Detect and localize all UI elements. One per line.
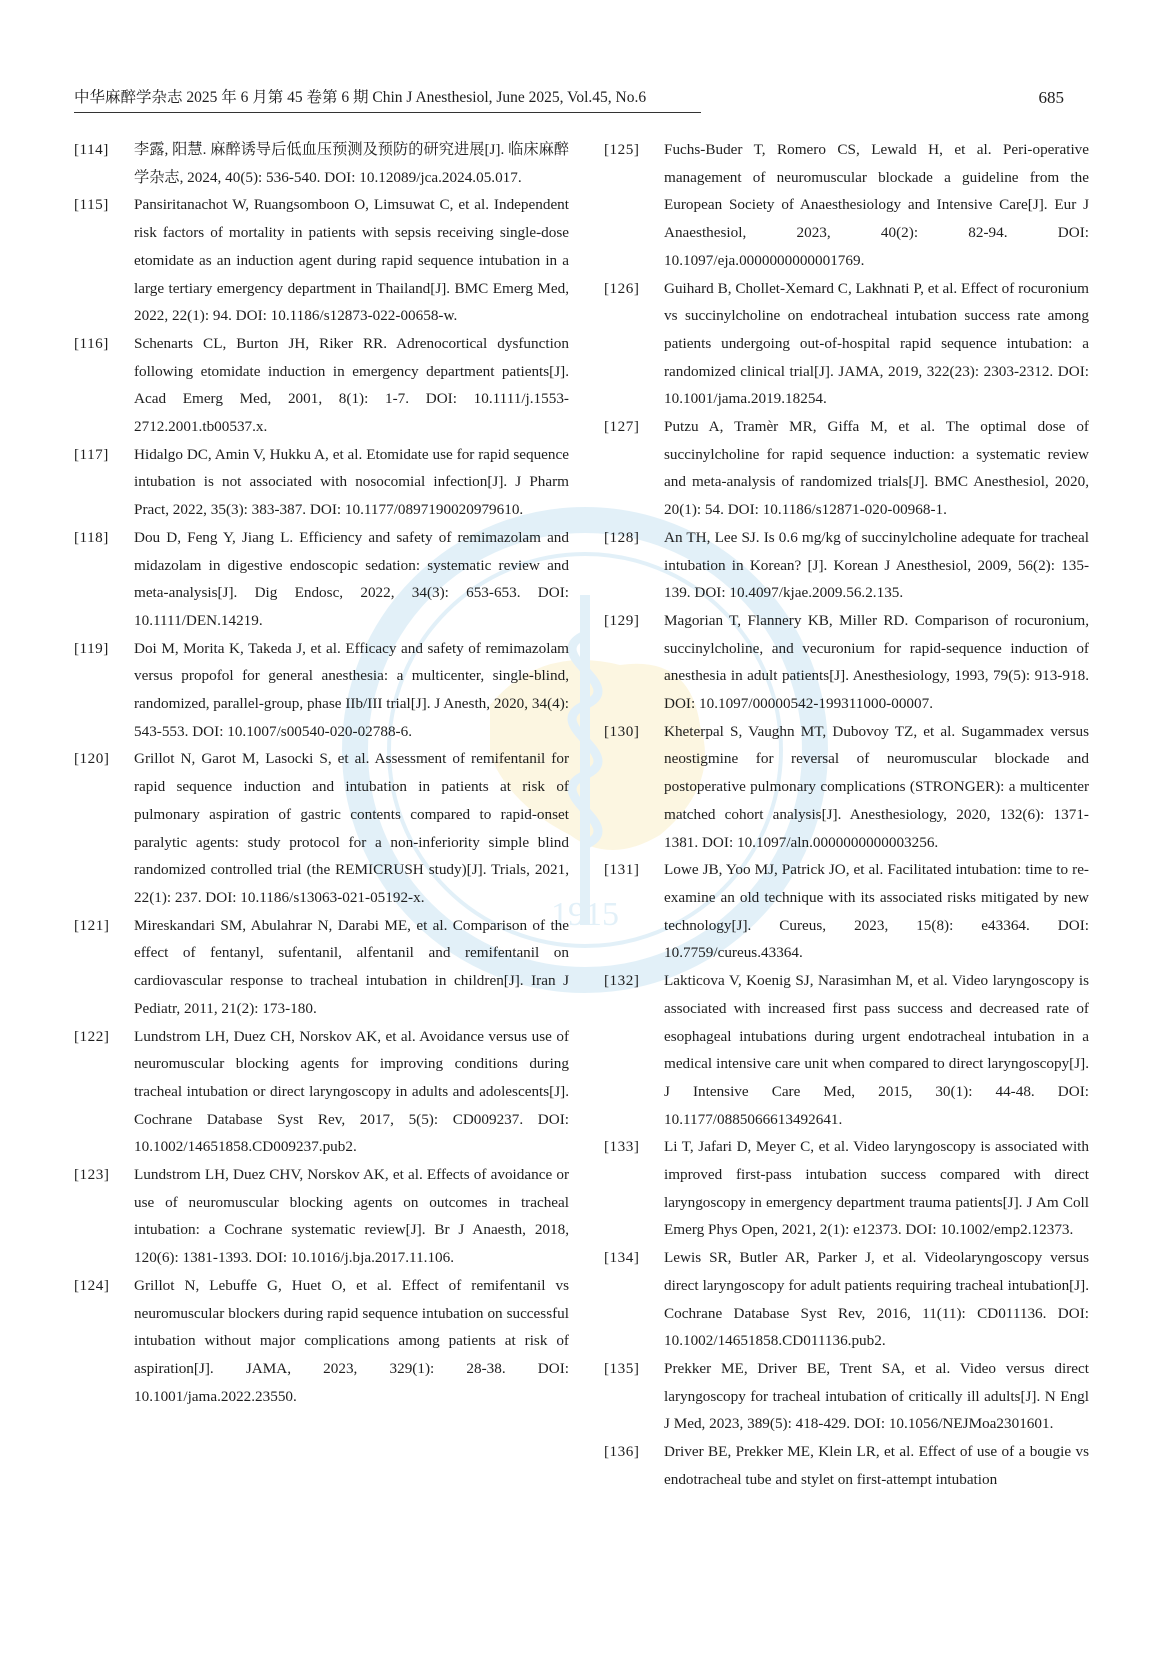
reference-entry (74, 1023, 569, 1162)
references-left-column (74, 136, 569, 1410)
reference-entry (604, 967, 1089, 1133)
reference-entry (74, 1161, 569, 1272)
reference-text: Lewis SR, Butler AR, Parker J, et al. Videolaryngoscopy versus direct laryngoscopy for adult patients requiring tracheal intubation[J]. Cochrane Database Syst Rev, 2016, 11(11): CD011136. DOI: 10.1002/14651858.CD011136.pub2. (664, 1249, 1089, 1350)
reference-entry (604, 1438, 1089, 1493)
reference-entry (604, 524, 1089, 607)
reference-text: Magorian T, Flannery KB, Miller RD. Comparison of rocuronium, succinylcholine, and vecuronium for rapid-sequence induction of anesthesia in adult patients[J]. Anesthesiology, 1993, 79(5): 913-918. DOI: 10.1097/00000542-199311000-00007. (664, 611, 1089, 713)
reference-entry (74, 745, 569, 911)
reference-text: An TH, Lee SJ. Is 0.6 mg/kg of succinylcholine adequate for tracheal intubation in Korean? [J]. Korean J Anesthesiol, 2009, 56(2): 135-139. DOI: 10.4097/kjae.2009.56.2.135. (664, 528, 1089, 602)
reference-entry (604, 856, 1089, 967)
reference-text: Li T, Jafari D, Meyer C, et al. Video laryngoscopy is associated with improved first-pass intubation success compared with direct laryngoscopy in emergency department trauma patients[J]. J Am Coll Emerg Phys Open, 2021, 2(1): e12373. DOI: 10.1002/emp2.12373. (664, 1138, 1089, 1239)
reference-entry (604, 275, 1089, 414)
reference-number: [117] (74, 445, 109, 463)
reference-number: [130] (604, 722, 640, 740)
reference-text: Prekker ME, Driver BE, Trent SA, et al. Video versus direct laryngoscopy for tracheal intubation of critically ill adults[J]. N Engl J Med, 2023, 389(5): 418-429. DOI: 10.1056/NEJMoa2301601. (664, 1359, 1089, 1433)
reference-number: [118] (74, 528, 109, 546)
reference-text: Grillot N, Lebuffe G, Huet O, et al. Effect of remifentanil vs neuromuscular blockers during rapid sequence intubation on successful intubation without major complications among patients at risk of aspiration[J]. JAMA, 2023, 329(1): 28-38. DOI: 10.1001/jama.2022.23550. (134, 1276, 569, 1405)
reference-number: [121] (74, 916, 110, 934)
reference-number: [135] (604, 1359, 640, 1377)
reference-entry (604, 1244, 1089, 1355)
reference-entry (74, 441, 569, 524)
watermark-year: 1915 (551, 896, 619, 933)
reference-number: [133] (604, 1138, 640, 1156)
reference-text: Grillot N, Garot M, Lasocki S, et al. Assessment of remifentanil for rapid sequence induction and intubation in patients at risk of pulmonary aspiration of gastric contents compared to rapid-onset paralytic agents: study protocol for a non-inferiority simple blind randomized controlled trial (the REMICRUSH study)[J]. Trials, 2021, 22(1): 237. DOI: 10.1186/s13063-021-05192-x. (134, 750, 569, 906)
reference-entry (604, 413, 1089, 524)
reference-text: Kheterpal S, Vaughn MT, Dubovoy TZ, et al. Sugammadex versus neostigmine for reversal of neuromuscular blockade and postoperative pulmonary complications (STRONGER): a multicenter matched cohort analysis[J]. Anesthesiology, 2020, 132(6): 1371-1381. DOI: 10.1097/aln.0000000000003256. (664, 722, 1089, 851)
reference-number: [122] (74, 1027, 110, 1045)
reference-text: Schenarts CL, Burton JH, Riker RR. Adrenocortical dysfunction following etomidate induction in emergency department patients[J]. Acad Emerg Med, 2001, 8(1): 1-7. DOI: 10.1111/j.1553-2712.2001.tb00537.x. (134, 334, 569, 436)
reference-entry (604, 1133, 1089, 1244)
reference-number: [136] (604, 1443, 640, 1461)
page-number: 685 (1038, 88, 1064, 107)
reference-text: Mireskandari SM, Abulahrar N, Darabi ME, et al. Comparison of the effect of fentanyl, sufentanil, alfentanil and remifentanil on cardiovascular response to tracheal intubation in children[J]. Iran J Pediatr, 2011, 21(2): 173-180. (134, 916, 569, 1017)
reference-entry (74, 1272, 569, 1411)
reference-text: Lundstrom LH, Duez CH, Norskov AK, et al. Avoidance versus use of neuromuscular blocking agents for improving conditions during tracheal intubation or direct laryngoscopy in adults and adolescents[J]. Cochrane Database Syst Rev, 2017, 5(5): CD009237. DOI: 10.1002/14651858.CD009237.pub2. (134, 1027, 569, 1156)
reference-text: Hidalgo DC, Amin V, Hukku A, et al. Etomidate use for rapid sequence intubation is not associated with nosocomial infection[J]. J Pharm Pract, 2022, 35(3): 383-387. DOI: 10.1177/0897190020979610. (134, 445, 569, 519)
reference-number: [116] (74, 334, 109, 352)
reference-text: Lowe JB, Yoo MJ, Patrick JO, et al. Facilitated intubation: time to re-examine an old technique with its associated risks mitigated by new technology[J]. Cureus, 2023, 15(8): e43364. DOI: 10.7759/cureus.43364. (664, 861, 1089, 962)
reference-text: 李露, 阳慧. 麻醉诱导后低血压预测及预防的研究进展[J]. 临床麻醉学杂志, 2024, 40(5): 536-540. DOI: 10.12089/jca.2024.05.017. (134, 141, 569, 186)
reference-entry (604, 136, 1089, 275)
reference-entry (74, 191, 569, 330)
reference-text: Pansiritanachot W, Ruangsomboon O, Limsuwat C, et al. Independent risk factors of mortality in patients with sepsis receiving single-dose etomidate as an induction agent during rapid sequence intubation in a large tertiary emergency department in Thailand[J]. BMC Emerg Med, 2022, 22(1): 94. DOI: 10.1186/s12873-022-00658-w. (134, 196, 569, 325)
reference-number: [123] (74, 1166, 110, 1184)
reference-number: [131] (604, 861, 640, 879)
reference-text: Driver BE, Prekker ME, Klein LR, et al. Effect of use of a bougie vs endotracheal tube and stylet on first-attempt intubation (664, 1443, 1089, 1488)
reference-number: [115] (74, 196, 109, 214)
reference-text: Putzu A, Tramèr MR, Giffa M, et al. The optimal dose of succinylcholine for rapid sequence induction: a systematic review and meta-analysis of randomized trials[J]. BMC Anesthesiol, 2020, 20(1): 54. DOI: 10.1186/s12871-020-00968-1. (664, 418, 1089, 519)
reference-entry (74, 912, 569, 1023)
reference-entry (74, 635, 569, 746)
journal-citation-line: 中华麻醉学杂志 2025 年 6 月第 45 卷第 6 期 Chin J Anesthesiol, June 2025, Vol.45, No.6 (74, 89, 647, 106)
reference-entry (74, 524, 569, 635)
reference-number: [129] (604, 611, 640, 629)
references-right-column (604, 136, 1089, 1493)
reference-entry (604, 1355, 1089, 1438)
reference-number: [124] (74, 1276, 110, 1294)
reference-text: Guihard B, Chollet-Xemard C, Lakhnati P, et al. Effect of rocuronium vs succinylcholine on endotracheal intubation success rate among patients undergoing out-of-hospital rapid sequence intubation: a randomized clinical trial[J]. JAMA, 2019, 322(23): 2303-2312. DOI: 10.1001/jama.2019.18254. (664, 279, 1089, 408)
reference-number: [120] (74, 750, 110, 768)
reference-entry (604, 718, 1089, 857)
reference-entry (604, 607, 1089, 718)
reference-number: [126] (604, 279, 640, 297)
reference-number: [125] (604, 141, 640, 158)
reference-entry (74, 136, 569, 191)
reference-text: Lakticova V, Koenig SJ, Narasimhan M, et al. Video laryngoscopy is associated with increased first pass success and decreased rate of esophageal intubations during urgent endotracheal intubation in a medical intensive care unit when compared to direct laryngoscopy[J]. J Intensive Care Med, 2015, 30(1): 44-48. DOI: 10.1177/0885066613492641. (664, 972, 1089, 1128)
reference-number: [128] (604, 528, 640, 546)
reference-number: [114] (74, 141, 109, 158)
reference-text: Lundstrom LH, Duez CHV, Norskov AK, et al. Effects of avoidance or use of neuromuscular blocking agents on outcomes in tracheal intubation: a Cochrane systematic review[J]. Br J Anaesth, 2018, 120(6): 1381-1393. DOI: 10.1016/j.bja.2017.11.106. (134, 1166, 569, 1267)
reference-text: Dou D, Feng Y, Jiang L. Efficiency and safety of remimazolam and midazolam in digestive endoscopic sedation: systematic review and meta-analysis[J]. Dig Endosc, 2022, 34(3): 653-653. DOI: 10.1111/DEN.14219. (134, 528, 569, 629)
reference-text: Doi M, Morita K, Takeda J, et al. Efficacy and safety of remimazolam versus propofol for general anesthesia: a multicenter, single-blind, randomized, parallel-group, phase IIb/III trial[J]. J Anesth, 2020, 34(4): 543-553. DOI: 10.1007/s00540-020-02788-6. (134, 639, 569, 740)
reference-number: [127] (604, 418, 640, 436)
header-rule (74, 112, 701, 113)
reference-number: [119] (74, 639, 109, 657)
reference-number: [134] (604, 1249, 640, 1267)
reference-entry (74, 330, 569, 441)
reference-number: [132] (604, 972, 640, 990)
reference-text: Fuchs-Buder T, Romero CS, Lewald H, et al. Peri-operative management of neuromuscular blockade a guideline from the European Society of Anaesthesiology and Intensive Care[J]. Eur J Anaesthesiol, 2023, 40(2): 82-94. DOI: 10.1097/eja.0000000000001769. (664, 141, 1089, 269)
running-header (74, 86, 1064, 110)
